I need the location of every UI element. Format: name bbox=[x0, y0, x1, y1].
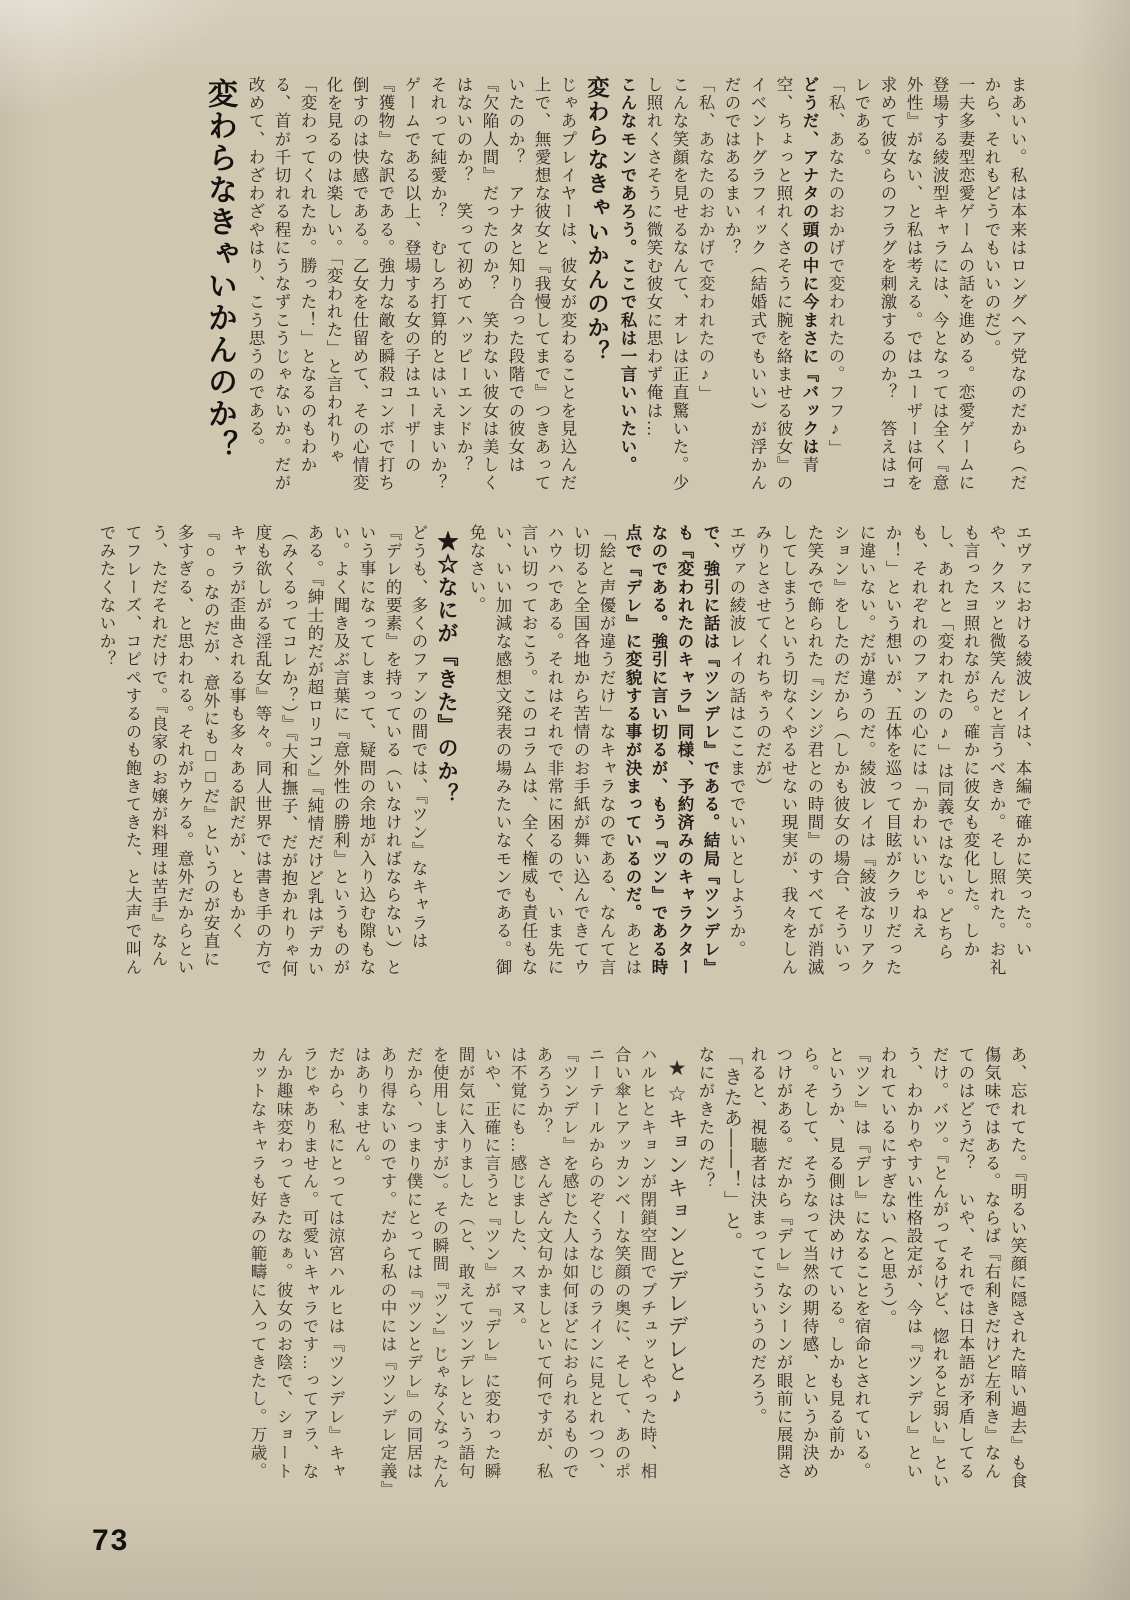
article-section-kawaranakya bbox=[85, 76, 1030, 494]
paragraph: ゲームである以上、登場する女の子はユーザーの『獲物』な訳である。強力な敵を瞬殺コンボで打ち倒すのは快感である。乙女を仕留めて、その心情変化を見るのは楽しい。「変われた」と言われりゃ「変わってくれたか。勝った！」となるのもわかる、首が千切れる程にうなずこうじゃないか。だが改めて、わざわざやはり、こう思うのである。 bbox=[246, 76, 421, 493]
emphasis-paragraph: こんなモンであろう。ここで私は一言いいたい。 bbox=[618, 76, 636, 475]
section-heading-kawaranakya: 変わらなきゃいかんのか？ bbox=[585, 76, 610, 364]
article-section-naniga-kita bbox=[85, 524, 1035, 982]
paragraph: じゃあプレイヤーは、彼女が変わることを見込んだ上で、無愛想な彼女と『我慢してまで』つきあっていたのか？ アナタと知り合った段階での彼女は『欠陥人間』だったのか？ 笑わない彼女は美しくはないのか？ 笑って初めてハッピーエンドか？ それって純愛か？ むしろ打算的とはいえまいか？ bbox=[428, 76, 577, 493]
exclamation-line: 「きたあ――！」と。 bbox=[721, 1046, 742, 1252]
paragraph: いや、正確に言うと『ツン』が『デレ』に変わった瞬間が気に入りました（と、敢えてツンデレという語句を使用しますが）。その瞬間『ツン』じゃなくなったんだから、つまり僕にとっては『ツンとデレ』の同居はあり得ないのです。だから私の中には『ツンデレ定義』はありません。 bbox=[352, 1046, 500, 1491]
page-number: 73 bbox=[92, 1524, 130, 1557]
paragraph: だから、私にとっては涼宮ハルヒは『ツンデレ』キャラじゃありません。可愛いキャラです…ってアラ、なんか趣味変わってきたなぁ。彼女のお陰で、ショートカットなキャラも好みの範疇に入ってきたし。万歳。 bbox=[248, 1046, 344, 1481]
bold-run: どうだ、アナタの頭の中に今まさに『バックは bbox=[800, 76, 818, 457]
section-heading-kyonkyon: ★☆キョンキョンとデレデレと♪ bbox=[665, 1056, 688, 1409]
paragraph: ハルヒとキョンが閉鎖空間でブチュッとやった時、相合い傘とアッカンベーな笑顔の奥に、そして、あのポニーテールからのぞくうなじのラインに見とれつつ、『ツンデレ』を感じた人は如何ほどにおられるものであろうか？ さんざん文句かましといて何ですが、私は不覚にも…感じました、スマヌ。 bbox=[508, 1046, 656, 1481]
text-run: エヴァの綾波レイの話はここまででいいとしようか。 bbox=[727, 524, 746, 959]
article-section-kyonkyon bbox=[115, 1046, 1030, 1494]
paragraph: 一夫多妻型恋愛ゲームの話を進める。恋愛ゲームに登場する綾波型キャラには、今となっては全く『意外性』がない、と私は考える。ではユーザーは何を求めて彼女らのフラグを刺激するのか？ 答えはコレである。 bbox=[852, 76, 975, 493]
bold-run: で、強引に話は『ツンデレ』である。結局『ツンデレ』も『変われたのキャラ』同様、予約済みのキャラクターなのである。強引に言い切るが、もう『ツン』である時点で『デレ』に変貌する事が決まっているのだ。 bbox=[623, 524, 719, 977]
dialogue-quote: 「私、あなたのおかげで変われたの。フフ♪」 bbox=[826, 76, 844, 458]
paragraph: まあいい。私は本来はロングヘア党なのだから（だから、それもどうでもいいのだ）。 bbox=[982, 76, 1027, 493]
paragraph bbox=[718, 76, 822, 494]
section-heading-naniga-kita: ★☆なにが『きた』のか？ bbox=[435, 530, 459, 806]
paragraph: どうも、多くのファンの間では、『ツン』なキャラは『デレ的要素』を持っている（いなければならない）という事になってしまって、疑問の余地が入り込む隙もない。よく聞き及ぶ言葉に『意外性の勝利』というものがある。『紳士的だが超ロリコン』『純情だけど乳はデカい（みくるってコレか？）』『大和撫子、だが抱かれりゃ何度も欲しがる淫乱女』等々。同人世界では書き手の方でキャラが歪曲される事も多々ある訳だが、ともかく『○○なのだが、意外にも□□だ』というのが安直に多すぎる、と思われる。それがウケる。意外だからという、ただそれだけで。『良家のお嬢が料理は苦手』なんてフレーズ、コピペするのも飽きてきた、と大声で叫んでみたくないか？ bbox=[97, 524, 428, 979]
dialogue-quote: 「私、あなたのおかげで変われたの♪」 bbox=[696, 76, 714, 404]
paragraph: エヴァにおける綾波レイは、本編で確かに笑った。いや、クスッと微笑んだと言うべきか。そし照れた。お礼も言ったヨ照れながら。確かに彼女も変化した。しかし、あれと「変われたの♪」は同義ではない。どちらも、それぞれのファンの心には「かわいいじゃねえか！」という想いが、五体を巡って目眩がクラリだったに違いない。だが違うのだ。綾波レイは『綾波なリアクション』をしたのだから（しかも彼女の場合、そういった笑みで飾られた『シンジ君との時間』のすべてが消滅してしまうという切なくやるせない現実が、我々をしんみりとさせてくれちゃうのだが） bbox=[753, 524, 1032, 977]
text-run: あとは「絵と声優が違うだけ」なキャラなのである、なんて言い切ると全国各地から苦情のお手紙が舞い込んできてウハウハである。それはそれで非常に困るので、いま先に言い切っておこう。このコラムは、全く権威も責任もない、いい加減な感想文発表の場みたいなモンである。御免なさい。 bbox=[467, 524, 642, 977]
paragraph: 『ツン』は『デレ』になることを宿命とされている。というか、見る側は決めけている。しかも見る前から。そして、そうなって当然の期待感、というか決めつけがある。だから『デレ』なシーンが眼前に展開されると、視聴者は決まってこういうのだろう。 bbox=[748, 1046, 871, 1481]
question-line: なにがきたのだ？ bbox=[696, 1046, 715, 1191]
paragraph bbox=[463, 524, 749, 982]
paragraph: こんな笑顔を見せるなんて、オレは正直驚いた。少し照れくさそうに微笑む彼女に思わず俺は… bbox=[644, 76, 689, 493]
paragraph: あ、忘れてた。『明るい笑顔に隠された暗い過去』も食傷気味ではある。ならば『右利きだけど左利き』なんてのはどうだ？ いや、それでは日本語が矛盾してるだけ。バツ。『とんがってるけど、惚れると弱い』という、わかりやすい性格設定が、今は『ツンデレ』といわれているにすぎない（と思う）。 bbox=[878, 1046, 1027, 1491]
article-title: 変わらなきゃいかんのか？ bbox=[203, 78, 236, 462]
text-run: 青空、ちょっと照れくさそうに腕を絡ませる彼女』のイベントグラフィック（結婚式でもいい）が浮かんだのではあるまいか？ bbox=[722, 76, 819, 493]
